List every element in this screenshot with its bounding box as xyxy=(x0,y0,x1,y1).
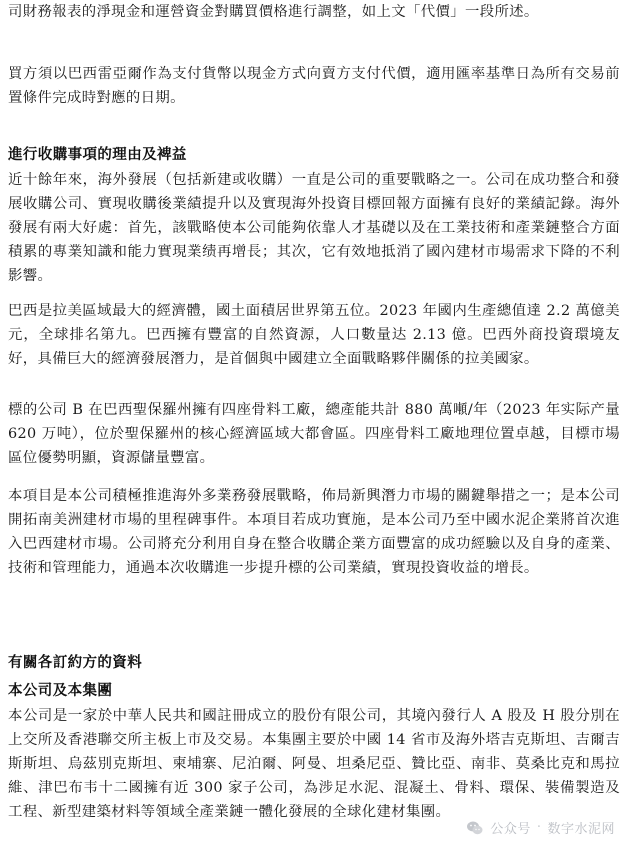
heading-parties-information: 有關各訂約方的資料 xyxy=(8,655,143,671)
watermark-separator: · xyxy=(536,820,542,835)
watermark-prefix: 公众号 xyxy=(490,822,531,837)
paragraph-company-profile: 本公司是一家於中華人民共和國註冊成立的股份有限公司，其境內發行人 A 股及 H 股分別在上交所及香港聯交所主板上市及交易。本集團主要於中國 14 省市及海外塔吉克斯坦、吉爾吉斯斯坦、烏茲別克斯坦、柬埔寨、尼泊爾、阿曼、坦桑尼亞、贊比亞、南非、莫桑比克和馬拉維、津巴布韦十二國擁有近 300 家子公司，為涉足水泥、混凝土、骨料、環保、裝備製造及工程、新型建築材料等領域全產業鏈一體化發展的全球化建材集團。 xyxy=(8,708,620,820)
paragraph-payment-currency: 買方須以巴西雷亞爾作為支付貨幣以現金方式向賣方支付代價，適用匯率基準日為所有交易前置條件完成時對應的日期。 xyxy=(8,66,620,106)
paragraph-brazil-economy: 巴西是拉美區域最大的經濟體，國土面積居世界第五位。2023 年國内生產總值達 2.2 萬億美元，全球排名第九。巴西擁有豐富的自然資源，人口數量达 2.13 億。巴西外商投資環境友好，具備巨大的經濟發展潛力，是首個與中國建立全面戰略夥伴關係的拉美國家。 xyxy=(8,303,620,367)
watermark-account-name: 数字水泥网 xyxy=(547,822,615,837)
paragraph-project-significance: 本項目是本公司積極推進海外多業務發展戰略，佈局新興潛力市場的關鍵舉措之一；是本公司開拓南美洲建材市場的里程碑事件。本項目若成功實施，是本公司乃至中國水泥企業將首次進入巴西建材市場。公司將充分利用自身在整合收購企業方面豐富的成功經驗以及自身的產業、技術和管理能力，通過本次收購進一步提升標的公司業績，實現投資收益的增長。 xyxy=(8,488,620,576)
heading-reasons-and-benefits: 進行收購事項的理由及裨益 xyxy=(8,147,187,163)
paragraph-overseas-strategy: 近十餘年來，海外發展（包括新建或收購）一直是公司的重要戰略之一。公司在成功整合和發展收購公司、實現收購後業績提升以及實現海外投資目標回報方面擁有良好的業績記錄。海外發展有兩大好處：首先，該戰略使本公司能夠依靠人才基礎以及在工業技術和產業鏈整合方面積累的專業知識和能力實現業绩再增長；其次，它有效地抵消了國內建材市場需求下降的不利影響。 xyxy=(8,172,620,284)
watermark xyxy=(466,818,615,837)
heading-company-and-group: 本公司及本集團 xyxy=(8,683,113,699)
wechat-icon xyxy=(466,819,484,837)
paragraph-consideration-adjustment: 司財務報表的淨現金和運營資金對購買價格進行調整，如上文「代價」一段所述。 xyxy=(8,4,539,20)
paragraph-target-company-b: 標的公司 B 在巴西聖保羅州擁有四座骨料工廠，總產能共計 880 萬噸/年（2023 年实际产量 620 万吨），位於聖保羅州的核心經濟區域大都會區。四座骨料工廠地理位置卓越，目標市場區位優勢明顯，資源儲量豐富。 xyxy=(8,402,620,466)
